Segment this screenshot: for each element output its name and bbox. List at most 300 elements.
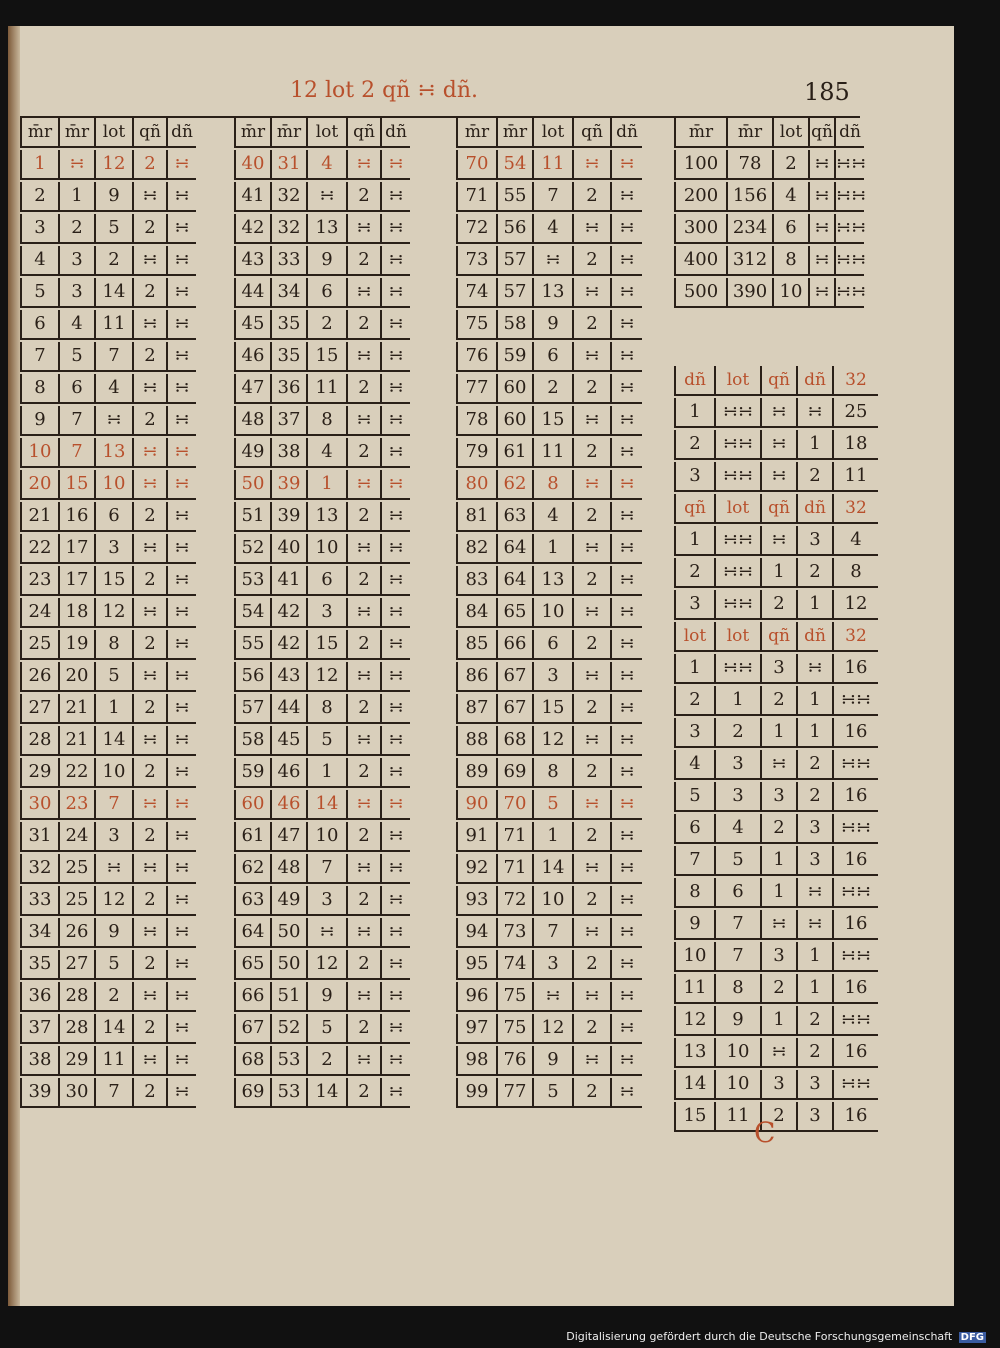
table-cell: 22 [58, 758, 94, 786]
table-cell: 3 [674, 718, 714, 746]
table-row [20, 630, 196, 660]
table-cell: 11 [532, 150, 572, 178]
table-cell: 37 [20, 1014, 58, 1042]
table-cell: 1 [714, 686, 760, 714]
table-cell: ∺ [572, 278, 610, 306]
table-cell: ∺ [166, 694, 196, 722]
table-cell: 37 [270, 406, 306, 434]
table-cell: ∺ [166, 1046, 196, 1074]
table-cell: ∺ [166, 182, 196, 210]
table-cell: 3 [796, 1070, 832, 1098]
table-cell: 10 [306, 534, 346, 562]
table-cell: 14 [94, 1014, 132, 1042]
table-cell: 65 [496, 598, 532, 626]
table-cell: 4 [306, 150, 346, 178]
table-cell: 2 [674, 430, 714, 458]
table-cell: ∺ [572, 406, 610, 434]
table-cell: 38 [270, 438, 306, 466]
table-cell: 2 [346, 502, 380, 530]
table-cell: 16 [832, 718, 878, 746]
table-cell: ∺ [166, 726, 196, 754]
table-cell: 12 [532, 726, 572, 754]
table-row [234, 886, 410, 916]
table-row [456, 726, 642, 756]
column-header: qñ [760, 494, 796, 522]
column-header: m̄r [674, 118, 726, 146]
table-row [20, 438, 196, 468]
table-cell: ∺ [380, 630, 410, 658]
table-cell: ∺ [166, 214, 196, 242]
table-cell: 2 [572, 822, 610, 850]
table-row [234, 566, 410, 596]
table-cell: 13 [306, 214, 346, 242]
table-cell: 4 [58, 310, 94, 338]
table-cell: 2 [760, 974, 796, 1002]
table-cell: ∺∺ [832, 1006, 878, 1034]
table-cell: ∺ [132, 726, 166, 754]
table-cell: 38 [20, 1046, 58, 1074]
table-row [456, 1014, 642, 1044]
table-cell: 12 [94, 598, 132, 626]
table-cell: 11 [832, 462, 878, 490]
table-cell: 95 [456, 950, 496, 978]
table-cell: ∺ [380, 950, 410, 978]
table-cell: 400 [674, 246, 726, 274]
table-cell: 31 [20, 822, 58, 850]
table-cell: 78 [726, 150, 772, 178]
table-cell: ∺ [166, 278, 196, 306]
table-cell: 2 [572, 566, 610, 594]
table-cell: 59 [234, 758, 270, 786]
table-cell: 9 [94, 182, 132, 210]
table-cell: ∺ [380, 470, 410, 498]
table-cell: 85 [456, 630, 496, 658]
table-cell: ∺ [610, 822, 642, 850]
table-cell: 2 [572, 438, 610, 466]
table-cell: 10 [532, 886, 572, 914]
table-cell: ∺ [572, 918, 610, 946]
table-cell: 25 [20, 630, 58, 658]
table-cell: 3 [714, 750, 760, 778]
table-cell: 16 [832, 974, 878, 1002]
table-cell: 12 [532, 1014, 572, 1042]
table-row [456, 278, 642, 308]
table-cell: 58 [496, 310, 532, 338]
table-row [674, 278, 867, 308]
table-row [20, 470, 196, 500]
table-cell: ∺ [572, 342, 610, 370]
table-row [456, 758, 642, 788]
table-cell: 1 [760, 558, 796, 586]
column-header: m̄r [58, 118, 94, 146]
table-cell: 24 [20, 598, 58, 626]
table-cell: 2 [94, 246, 132, 274]
table-cell: 3 [94, 822, 132, 850]
table-row [234, 1046, 410, 1076]
table-cell: 7 [674, 846, 714, 874]
table-row [456, 246, 642, 276]
table-cell: 6 [674, 814, 714, 842]
table-row [20, 150, 196, 180]
table-cell: ∺∺ [832, 942, 878, 970]
table-cell: 8 [20, 374, 58, 402]
table-cell: ∺ [132, 438, 166, 466]
table-cell: 16 [832, 782, 878, 810]
column-header: qñ [132, 118, 166, 146]
table-row [20, 342, 196, 372]
table-row [234, 598, 410, 628]
table-cell: 4 [714, 814, 760, 842]
table-cell: 1 [20, 150, 58, 178]
running-title: 12 lot 2 qñ ∺ dñ. [290, 78, 479, 103]
table-cell: 8 [306, 406, 346, 434]
table-row [674, 942, 878, 972]
table-row [234, 406, 410, 436]
table-row [234, 374, 410, 404]
table-cell: 2 [346, 310, 380, 338]
table-cell: 65 [234, 950, 270, 978]
table-cell: ∺ [346, 662, 380, 690]
table-cell: ∺ [346, 790, 380, 818]
table-cell: ∺∺ [832, 750, 878, 778]
table-cell: 72 [456, 214, 496, 242]
table-cell: ∺ [132, 182, 166, 210]
table-cell: 2 [572, 694, 610, 722]
book-page [8, 26, 954, 1306]
table-row [456, 438, 642, 468]
table-cell: 99 [456, 1078, 496, 1106]
table-cell: 71 [496, 854, 532, 882]
table-row [456, 406, 642, 436]
table-row [456, 566, 642, 596]
table-cell: 7 [306, 854, 346, 882]
table-cell: 16 [832, 910, 878, 938]
table-cell: 16 [832, 1102, 878, 1130]
table-cell: 2 [132, 406, 166, 434]
table-cell: ∺∺ [834, 150, 864, 178]
table-cell: 15 [94, 566, 132, 594]
table-cell: 3 [760, 1070, 796, 1098]
table-cell: 2 [760, 590, 796, 618]
table-cell: ∺ [380, 310, 410, 338]
table-cell: 18 [58, 598, 94, 626]
table-cell: 14 [94, 278, 132, 306]
table-cell: ∺ [610, 310, 642, 338]
table-cell: 1 [760, 878, 796, 906]
table-cell: 73 [456, 246, 496, 274]
table-cell: 27 [20, 694, 58, 722]
table-cell: 63 [234, 886, 270, 914]
table-row [456, 790, 642, 820]
table-row [674, 214, 867, 244]
table-row [674, 974, 878, 1004]
table-cell: 51 [270, 982, 306, 1010]
table-cell: 2 [572, 374, 610, 402]
table-cell: 54 [234, 598, 270, 626]
table-cell: 89 [456, 758, 496, 786]
table-cell: 50 [234, 470, 270, 498]
table-cell: ∺ [610, 406, 642, 434]
table-cell: 25 [832, 398, 878, 426]
table-cell: 1 [58, 182, 94, 210]
table-cell: 1 [94, 694, 132, 722]
table-row [20, 822, 196, 852]
table-row [456, 598, 642, 628]
table-row [234, 662, 410, 692]
table-cell: 7 [714, 910, 760, 938]
table-cell: ∺ [132, 662, 166, 690]
table-cell: 2 [132, 822, 166, 850]
table-cell: 2 [132, 950, 166, 978]
table-cell: 48 [270, 854, 306, 882]
table-cell: ∺ [760, 462, 796, 490]
table-cell: 34 [20, 918, 58, 946]
table-cell: ∺ [346, 278, 380, 306]
table-cell: 42 [270, 598, 306, 626]
table-row [674, 1070, 878, 1100]
table-cell: ∺ [346, 406, 380, 434]
table-cell: ∺ [166, 470, 196, 498]
table-cell: ∺ [380, 566, 410, 594]
table-row [674, 398, 878, 428]
table-cell: 76 [496, 1046, 532, 1074]
column-header: m̄r [456, 118, 496, 146]
table-cell: 2 [132, 214, 166, 242]
table-cell: 2 [132, 630, 166, 658]
signature-mark: C [754, 1116, 776, 1149]
table-cell: 70 [496, 790, 532, 818]
table-cell: 100 [674, 150, 726, 178]
table-cell: 2 [132, 1014, 166, 1042]
table-cell: ∺ [380, 406, 410, 434]
table-cell: 21 [58, 694, 94, 722]
table-cell: 86 [456, 662, 496, 690]
column-header: qñ [346, 118, 380, 146]
table-cell: 39 [270, 470, 306, 498]
table-cell: 9 [20, 406, 58, 434]
table-cell: 200 [674, 182, 726, 210]
table-cell: 5 [94, 950, 132, 978]
table-cell: ∺ [380, 662, 410, 690]
table-cell: 13 [532, 278, 572, 306]
table-cell: 83 [456, 566, 496, 594]
table-cell: ∺ [380, 758, 410, 786]
table-cell: 3 [306, 598, 346, 626]
table-cell: 64 [234, 918, 270, 946]
table-cell: 16 [832, 654, 878, 682]
table-cell: ∺ [572, 662, 610, 690]
table-cell: 10 [772, 278, 808, 306]
table-cell: 92 [456, 854, 496, 882]
table-cell: ∺ [58, 150, 94, 178]
table-cell: 26 [58, 918, 94, 946]
table-cell: 2 [132, 566, 166, 594]
table-cell: 234 [726, 214, 772, 242]
table-cell: 49 [270, 886, 306, 914]
table-cell: 50 [270, 918, 306, 946]
table-cell: 49 [234, 438, 270, 466]
table-cell: ∺ [808, 182, 834, 210]
table-cell: 34 [270, 278, 306, 306]
table-cell: 2 [132, 886, 166, 914]
table-cell: 59 [496, 342, 532, 370]
table-cell: 2 [572, 310, 610, 338]
table-cell: ∺ [380, 918, 410, 946]
table-cell: ∺ [380, 502, 410, 530]
table-cell: 64 [496, 566, 532, 594]
table-cell: 2 [346, 630, 380, 658]
table-cell: ∺ [132, 982, 166, 1010]
table-row [20, 726, 196, 756]
table-cell: 3 [674, 462, 714, 490]
table-row [20, 918, 196, 948]
table-row [456, 214, 642, 244]
table-cell: 7 [58, 438, 94, 466]
table-row [20, 662, 196, 692]
table-cell: ∺ [572, 150, 610, 178]
table-cell: 7 [714, 942, 760, 970]
table-cell: ∺ [572, 598, 610, 626]
table-cell: 9 [532, 310, 572, 338]
table-cell: 2 [572, 1014, 610, 1042]
column-header: lot [772, 118, 808, 146]
table-cell: ∺ [380, 374, 410, 402]
column-header: qñ [674, 494, 714, 522]
table-cell: ∺ [610, 694, 642, 722]
table-row [20, 694, 196, 724]
table-cell: 2 [346, 374, 380, 402]
table-cell: 2 [572, 502, 610, 530]
table-cell: 13 [306, 502, 346, 530]
table-cell: 40 [234, 150, 270, 178]
table-cell: 30 [20, 790, 58, 818]
table-cell: ∺∺ [714, 526, 760, 554]
column-header: m̄r [234, 118, 270, 146]
table-cell: 62 [234, 854, 270, 882]
table-cell: 1 [306, 470, 346, 498]
table-cell: 4 [20, 246, 58, 274]
table-cell: ∺ [346, 214, 380, 242]
table-cell: 2 [714, 718, 760, 746]
table-row [234, 694, 410, 724]
table-cell: 53 [270, 1078, 306, 1106]
table-cell: ∺∺ [714, 398, 760, 426]
table-cell: 96 [456, 982, 496, 1010]
table-cell: 5 [532, 790, 572, 818]
table-cell: 67 [496, 694, 532, 722]
table-cell: 93 [456, 886, 496, 914]
table-cell: 15 [306, 342, 346, 370]
table-cell: ∺ [346, 982, 380, 1010]
table-cell: 28 [58, 982, 94, 1010]
dfg-logo: DFG [960, 1332, 984, 1343]
table-cell: 10 [94, 758, 132, 786]
table-cell: ∺ [132, 374, 166, 402]
table-row [674, 182, 867, 212]
table-cell: 8 [94, 630, 132, 658]
table-cell: ∺ [346, 342, 380, 370]
table-row [20, 886, 196, 916]
table-cell: 7 [94, 342, 132, 370]
table-row [234, 950, 410, 980]
table-cell: ∺ [610, 342, 642, 370]
table-cell: ∺ [380, 278, 410, 306]
column-header: m̄r [726, 118, 772, 146]
table-cell: 2 [132, 150, 166, 178]
table-cell: 2 [94, 982, 132, 1010]
table-cell: 4 [94, 374, 132, 402]
column-header: dñ [796, 622, 832, 650]
table-cell: 74 [456, 278, 496, 306]
column-header: m̄r [496, 118, 532, 146]
table-cell: 4 [306, 438, 346, 466]
table-row [234, 982, 410, 1012]
table-cell: 2 [346, 822, 380, 850]
table-cell: 45 [270, 726, 306, 754]
table-cell: 98 [456, 1046, 496, 1074]
table-cell: 6 [772, 214, 808, 242]
table-cell: 11 [94, 1046, 132, 1074]
table-cell: 12 [94, 150, 132, 178]
table-cell: ∺ [380, 150, 410, 178]
table-cell: ∺ [132, 854, 166, 882]
table-cell: 17 [58, 566, 94, 594]
table-cell: 3 [796, 814, 832, 842]
table-row [674, 150, 867, 180]
table-cell: 46 [270, 758, 306, 786]
table-cell: 4 [532, 502, 572, 530]
table-cell: 76 [456, 342, 496, 370]
table-cell: 9 [532, 1046, 572, 1074]
table-cell: 66 [234, 982, 270, 1010]
table-row [20, 182, 196, 212]
table-cell: 1 [532, 822, 572, 850]
table-cell: 2 [306, 310, 346, 338]
table-cell: 32 [270, 214, 306, 242]
table-cell: 16 [832, 1038, 878, 1066]
column-header: lot [532, 118, 572, 146]
table-cell: ∺∺ [714, 430, 760, 458]
table-cell: 1 [674, 654, 714, 682]
table-row [234, 758, 410, 788]
table-cell: ∺ [610, 854, 642, 882]
table-row [234, 918, 410, 948]
table-cell: ∺ [610, 214, 642, 242]
table-cell: 1 [306, 758, 346, 786]
table-cell: 20 [58, 662, 94, 690]
table-row [20, 534, 196, 564]
table-cell: ∺ [760, 430, 796, 458]
table-cell: ∺ [166, 566, 196, 594]
table-cell: ∺ [166, 502, 196, 530]
table-cell: ∺ [808, 150, 834, 178]
table-cell: 55 [234, 630, 270, 658]
table-row [674, 526, 878, 556]
table-cell: ∺ [808, 246, 834, 274]
table-cell: 78 [456, 406, 496, 434]
table-cell: 15 [532, 694, 572, 722]
table-cell: 75 [496, 982, 532, 1010]
table-cell: 390 [726, 278, 772, 306]
table-cell: ∺ [610, 374, 642, 402]
table-cell: 20 [20, 470, 58, 498]
table-cell: 28 [20, 726, 58, 754]
table-cell: 1 [796, 718, 832, 746]
table-header-row [456, 118, 642, 148]
table-cell: 51 [234, 502, 270, 530]
table-cell: 8 [832, 558, 878, 586]
table-cell: 3 [94, 534, 132, 562]
